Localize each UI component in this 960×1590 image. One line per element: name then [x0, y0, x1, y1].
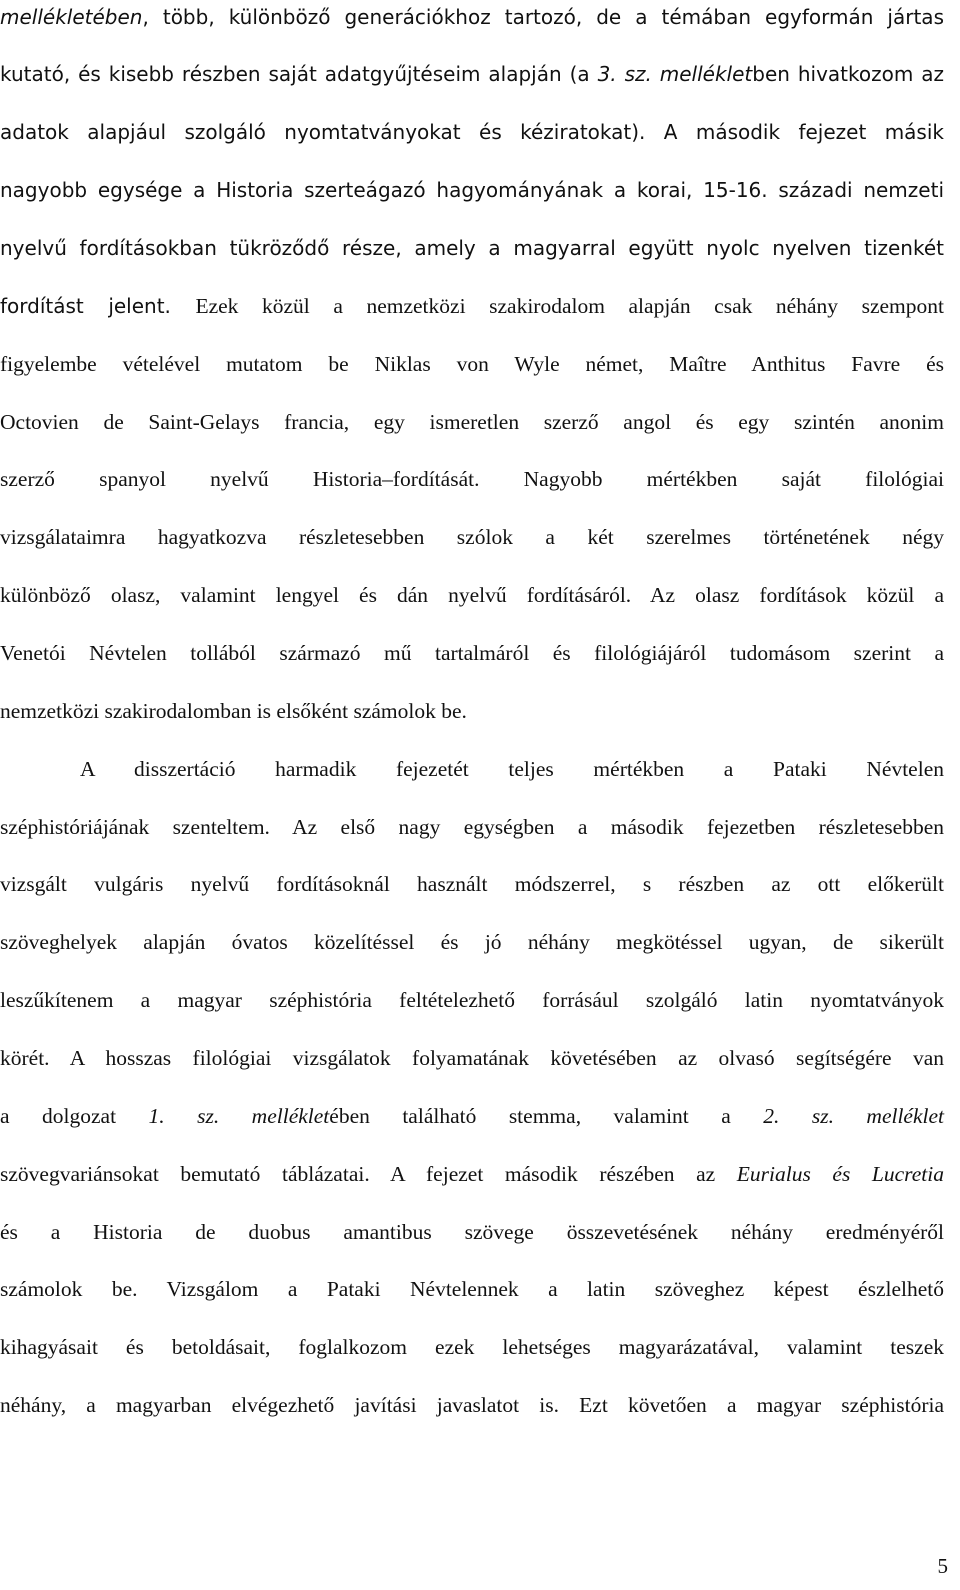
text-span: leszűkítenem a magyar széphistória feltételezhető forrásául szolgáló latin nyomtatványok — [0, 988, 944, 1012]
text-span: néhány, a magyarban elvégezhető javítási javaslatot is. Ezt követően a magyar széphistória — [0, 1393, 944, 1417]
text-span: ben hivatkozom az — [752, 62, 945, 86]
text-span: kutató, és kisebb részben saját adatgyűjtéseim alapján (a — [0, 62, 598, 86]
text-line-13 — [0, 694, 944, 728]
text-line-16 — [0, 867, 944, 901]
text-span: A disszertáció harmadik fejezetét teljes mértékben a Pataki Névtelen — [80, 757, 944, 781]
text-span: nemzetközi szakirodalomban is elsőként számolok be. — [0, 699, 467, 723]
text-span: szövegvariánsokat bemutató táblázatai. A fejezet második részében az — [0, 1162, 737, 1186]
text-span: Eurialus és Lucretia — [736, 1162, 944, 1186]
text-span: a dolgozat — [0, 1104, 149, 1128]
text-span: nagyobb egysége a Historia szerteágazó hagyományának a korai, 15-16. századi nemzeti — [0, 178, 944, 202]
text-span: szerző spanyol nyelvű Historia–fordítását. Nagyobb mértékben saját filológiai — [0, 467, 944, 491]
text-span: különböző olasz, valamint lengyel és dán nyelvű fordításáról. Az olasz fordítások közül a — [0, 583, 944, 607]
text-span: számolok be. Vizsgálom a Pataki Névtelennek a latin szöveghez képest észlelhető — [0, 1277, 944, 1301]
text-line-21 — [0, 1157, 944, 1191]
text-line-7 — [0, 347, 944, 381]
text-span: 3. sz. melléklet — [597, 62, 753, 86]
text-span: Ezek közül a nemzetközi szakirodalom alapján csak néhány szempont — [195, 294, 944, 318]
text-line-11 — [0, 578, 944, 612]
text-line-1 — [0, 0, 944, 34]
page-number: 5 — [937, 1554, 948, 1578]
text-span: Venetói Névtelen tollából származó mű tartalmáról és filológiájáról tudomásom szerint a — [0, 641, 944, 665]
text-line-5 — [0, 231, 944, 265]
text-line-15 — [0, 810, 944, 844]
text-line-14 — [80, 752, 944, 786]
text-span: körét. A hosszas filológiai vizsgálatok folyamatának követésében az olvasó segítségére van — [0, 1046, 944, 1070]
text-span: 1. sz. melléklet — [148, 1104, 330, 1128]
text-line-8 — [0, 405, 944, 439]
text-line-9 — [0, 462, 944, 496]
text-line-6 — [0, 289, 944, 323]
text-span: széphistóriájának szenteltem. Az első nagy egységben a második fejezetben részletesebben — [0, 815, 944, 839]
text-line-12 — [0, 636, 944, 670]
text-line-22 — [0, 1215, 944, 1249]
text-span: 2. sz. melléklet — [763, 1104, 945, 1128]
text-line-19 — [0, 1041, 944, 1075]
text-line-4 — [0, 173, 944, 207]
text-span: ében található stemma, valamint a — [329, 1104, 764, 1128]
text-span: nyelvű fordításokban tükröződő része, amely a magyarral együtt nyolc nyelven tizenkét — [0, 236, 944, 260]
text-span: szöveghelyek alapján óvatos közelítéssel és jó néhány megkötéssel ugyan, de sikerült — [0, 930, 944, 954]
text-span: Octovien de Saint-Gelays francia, egy ismeretlen szerző angol és egy szintén anonim — [0, 410, 944, 434]
text-line-18 — [0, 983, 944, 1017]
text-span: fordítást jelent. — [0, 294, 196, 318]
text-span: , több, különböző generációkhoz tartozó, de a témában egyformán jártas — [142, 5, 944, 29]
text-line-25 — [0, 1388, 944, 1422]
text-line-24 — [0, 1330, 944, 1364]
text-line-3 — [0, 115, 944, 149]
text-line-17 — [0, 925, 944, 959]
text-span: kihagyásait és betoldásait, foglalkozom ezek lehetséges magyarázatával, valamint teszek — [0, 1335, 944, 1359]
text-line-20 — [0, 1099, 944, 1133]
text-span: és a Historia de duobus amantibus szövege összevetésének néhány eredményéről — [0, 1220, 944, 1244]
text-line-2 — [0, 57, 944, 91]
text-line-10 — [0, 520, 944, 554]
text-span: vizsgálataimra hagyatkozva részletesebben szólok a két szerelmes történetének négy — [0, 525, 944, 549]
text-span: adatok alapjául szolgáló nyomtatványokat és kéziratokat). A második fejezet másik — [0, 120, 944, 144]
text-span: mellékletében — [0, 5, 143, 29]
text-span: figyelembe vételével mutatom be Niklas von Wyle német, Maître Anthitus Favre és — [0, 352, 944, 376]
text-line-23 — [0, 1272, 944, 1306]
text-span: vizsgált vulgáris nyelvű fordításoknál használt módszerrel, s részben az ott előkerült — [0, 872, 944, 896]
